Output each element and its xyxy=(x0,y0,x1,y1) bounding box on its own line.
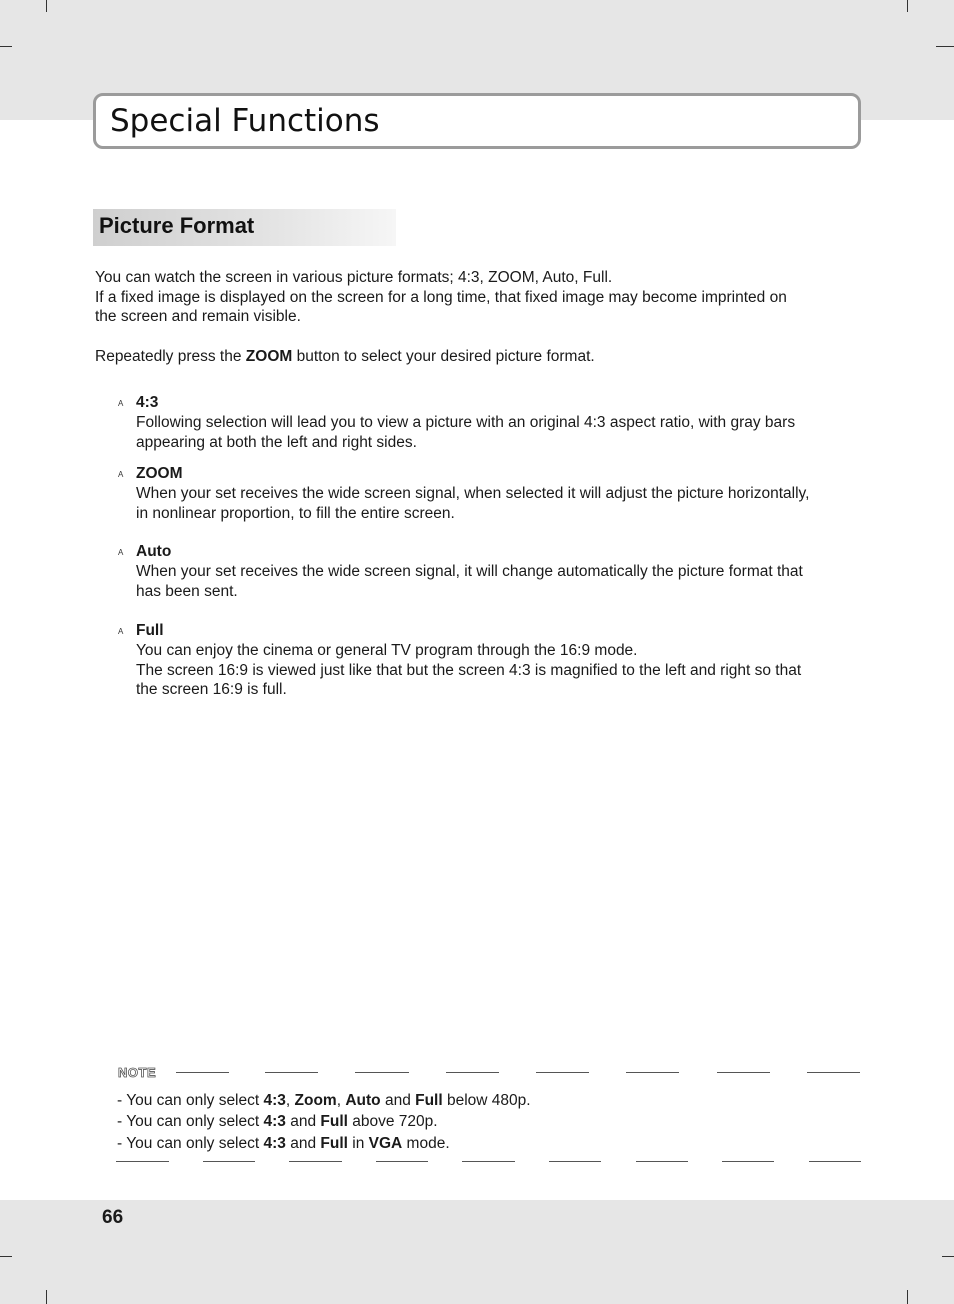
section-header xyxy=(93,209,396,246)
divider xyxy=(549,1161,601,1162)
item-title: Full xyxy=(136,622,164,639)
bullet-icon: A xyxy=(118,470,124,479)
page-number: 66 xyxy=(102,1207,124,1228)
zoom-instruction: Repeatedly press the ZOOM button to select your desired picture format. xyxy=(95,348,595,365)
item-text: You can enjoy the cinema or general TV program through the 16:9 mode. The screen 16:9 is viewed just like that but the screen 4:3 is magnified to the left and right so that the screen 16:9 is full. xyxy=(136,642,802,698)
divider xyxy=(203,1161,255,1162)
crop-mark xyxy=(942,1256,954,1257)
divider xyxy=(446,1072,499,1073)
divider xyxy=(626,1072,679,1073)
divider xyxy=(536,1072,589,1073)
footer-band xyxy=(0,1200,954,1304)
divider xyxy=(289,1161,342,1162)
bullet-icon: A xyxy=(118,627,124,636)
crop-mark xyxy=(0,1256,12,1257)
bullet-icon: A xyxy=(118,548,124,557)
crop-mark xyxy=(907,1290,908,1304)
divider xyxy=(717,1072,770,1073)
note-label: NOTE xyxy=(118,1065,157,1080)
divider xyxy=(116,1161,169,1162)
chapter-title: Special Functions xyxy=(110,103,380,139)
zoom-key: ZOOM xyxy=(245,348,293,365)
note-line-1: - You can only select 4:3, Zoom, Auto and Full below 480p. xyxy=(117,1092,531,1109)
crop-mark xyxy=(0,46,12,47)
section-title: Picture Format xyxy=(99,213,255,238)
intro-line-3: the screen and remain visible. xyxy=(95,308,301,325)
divider xyxy=(462,1161,515,1162)
divider xyxy=(376,1161,428,1162)
item-text: When your set receives the wide screen signal, it will change automatically the picture format that has been sent. xyxy=(136,563,803,600)
item-title: Auto xyxy=(136,543,172,560)
divider xyxy=(809,1161,861,1162)
crop-mark xyxy=(907,0,908,12)
intro-line-1: You can watch the screen in various picture formats; 4:3, ZOOM, Auto, Full. xyxy=(95,269,613,286)
divider xyxy=(722,1161,774,1162)
note-line-3: - You can only select 4:3 and Full in VGA mode. xyxy=(117,1135,450,1152)
divider xyxy=(355,1072,409,1073)
divider xyxy=(176,1072,229,1073)
divider xyxy=(265,1072,318,1073)
item-text: Following selection will lead you to view a picture with an original 4:3 aspect ratio, with gray bars appearing at both the left and right sides. xyxy=(136,414,796,451)
note-line-2: - You can only select 4:3 and Full above 720p. xyxy=(117,1113,438,1130)
crop-mark xyxy=(936,46,954,47)
bullet-icon: A xyxy=(118,399,124,408)
divider xyxy=(636,1161,688,1162)
item-title: ZOOM xyxy=(136,465,183,482)
intro-line-2: If a fixed image is displayed on the screen for a long time, that fixed image may become imprinted on xyxy=(95,289,787,306)
crop-mark xyxy=(46,1290,47,1304)
item-text: When your set receives the wide screen signal, when selected it will adjust the picture horizontally, in nonlinear proportion, to fill the entire screen. xyxy=(136,485,810,522)
crop-mark xyxy=(46,0,47,12)
divider xyxy=(807,1072,860,1073)
item-title: 4:3 xyxy=(136,394,159,411)
chapter-header xyxy=(93,93,861,149)
